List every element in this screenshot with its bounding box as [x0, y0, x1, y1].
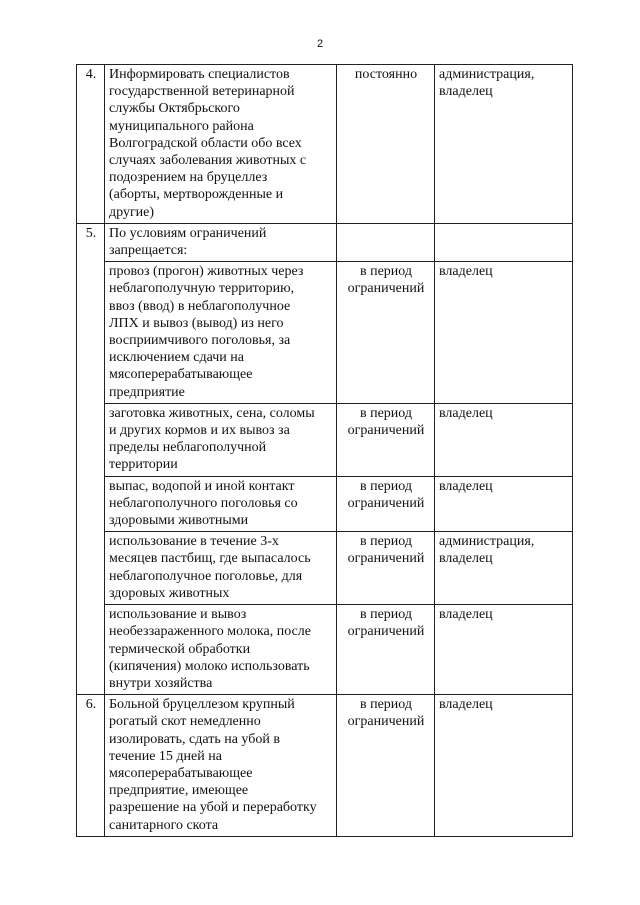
- table-row: [77, 223, 573, 261]
- table-row: [77, 532, 573, 605]
- measure-text: Информировать специалистов государственной ветеринарной службы Октябрьского муниципального района Волгоградской области обо всех случаях заболевания животных с подозрением на бруцеллез (аборты, мертворожденные и другие): [105, 65, 337, 224]
- measure-text: использование и вывоз необеззараженного молока, после термической обработки (кипячения) молоко использовать внутри хозяйства: [105, 605, 337, 695]
- table-row: [77, 476, 573, 532]
- responsible-cell: владелец: [435, 695, 573, 837]
- table-row: [77, 262, 573, 404]
- term-cell: [337, 223, 435, 261]
- measure-text: провоз (прогон) животных через неблагополучную территорию, ввоз (ввод) в неблагополучное ЛПХ и вывоз (вывод) из него восприимчивого поголовья, за исключением сдачи на мясоперерабатывающее предприятие: [105, 262, 337, 404]
- term-cell: в период ограничений: [337, 605, 435, 695]
- responsible-cell: администрация, владелец: [435, 532, 573, 605]
- term-cell: в период ограничений: [337, 532, 435, 605]
- term-cell: в период ограничений: [337, 476, 435, 532]
- responsible-cell: [435, 223, 573, 261]
- responsible-cell: администрация, владелец: [435, 65, 573, 224]
- page-number: 2: [316, 38, 324, 50]
- measure-text: заготовка животных, сена, соломы и других кормов и их вывоз за пределы неблагополучной территории: [105, 403, 337, 476]
- row-number: 6.: [77, 695, 105, 837]
- measure-text: использование в течение 3-х месяцев пастбищ, где выпасалось неблагополучное поголовье, для здоровых животных: [105, 532, 337, 605]
- term-cell: в период ограничений: [337, 695, 435, 837]
- row-number: 5.: [77, 223, 105, 694]
- responsible-cell: владелец: [435, 605, 573, 695]
- term-cell: в период ограничений: [337, 262, 435, 404]
- measure-text: Больной бруцеллезом крупный рогатый скот немедленно изолировать, сдать на убой в течение 15 дней на мясоперерабатывающее предприятие, имеющее разрешение на убой и переработку санитарного скота: [105, 695, 337, 837]
- measure-text: выпас, водопой и иной контакт неблагополучного поголовья со здоровыми животными: [105, 476, 337, 532]
- row-number: 4.: [77, 65, 105, 224]
- table-row: [77, 605, 573, 695]
- table-row: [77, 65, 573, 224]
- table-row: [77, 403, 573, 476]
- responsible-cell: владелец: [435, 403, 573, 476]
- responsible-cell: владелец: [435, 262, 573, 404]
- responsible-cell: владелец: [435, 476, 573, 532]
- measure-text: По условиям ограничений запрещается:: [105, 223, 337, 261]
- term-cell: в период ограничений: [337, 403, 435, 476]
- table-row: [77, 695, 573, 837]
- measures-table: [76, 64, 573, 837]
- term-cell: постоянно: [337, 65, 435, 224]
